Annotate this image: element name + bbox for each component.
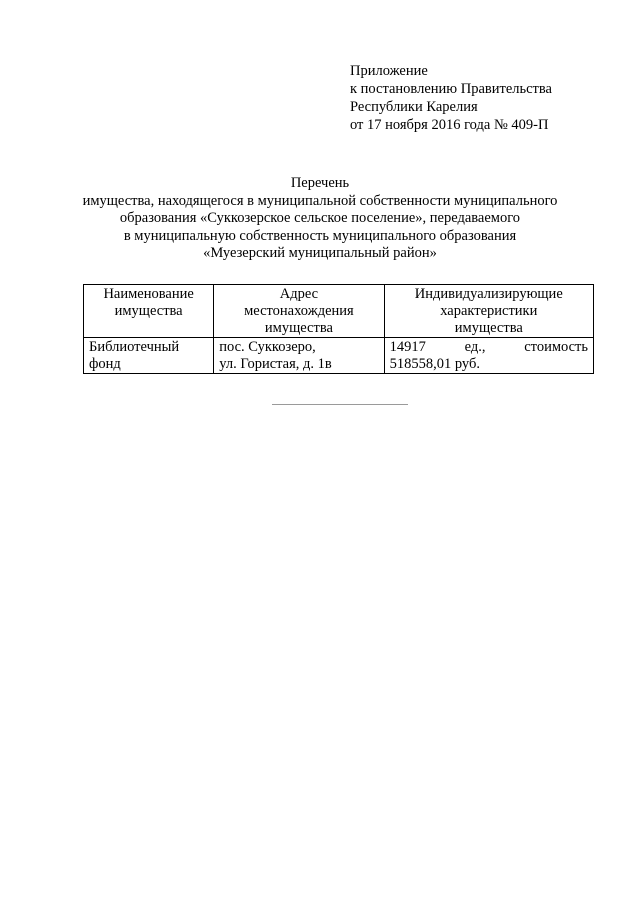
header-name <box>84 285 214 338</box>
header-address-line-1: Адрес <box>279 286 319 302</box>
cell-char-quantity: 14917 <box>389 339 426 355</box>
title-line-5: «Муезерский муниципальный район» <box>203 245 437 261</box>
end-separator-line <box>272 404 408 405</box>
cell-address-line-1: пос. Суккозеро, <box>219 339 316 355</box>
title-line-3: образования «Суккозерское сельское поселение», передаваемого <box>119 210 521 226</box>
appendix-line-2: к постановлению Правительства <box>350 81 552 97</box>
cell-char-cost-label: стоимость <box>524 339 588 355</box>
cell-name-line-2: фонд <box>89 356 121 372</box>
cell-char-unit: ед., <box>464 339 486 355</box>
cell-char-line-2: 518558,01 руб. <box>389 356 480 372</box>
header-name-line-2: имущества <box>114 303 183 319</box>
header-char-line-3: имущества <box>454 320 523 336</box>
header-characteristics <box>384 285 593 338</box>
title-line-2: имущества, находящегося в муниципальной собственности муниципального <box>82 192 558 209</box>
appendix-line-4: от 17 ноября 2016 года № 409-П <box>350 117 549 133</box>
header-char-line-2: характеристики <box>440 303 538 319</box>
property-table <box>83 284 594 374</box>
header-address-line-3: имущества <box>264 320 333 336</box>
cell-address <box>214 338 384 374</box>
title-line-1: Перечень <box>290 175 350 191</box>
header-address <box>214 285 384 338</box>
cell-name <box>84 338 214 374</box>
header-char-line-1: Индивидуализирующие <box>414 286 563 302</box>
cell-address-line-2: ул. Гористая, д. 1в <box>219 356 332 372</box>
appendix-block <box>350 62 552 134</box>
cell-name-line-1: Библиотечный <box>89 339 180 355</box>
header-address-line-2: местонахождения <box>244 303 354 319</box>
cell-characteristics <box>384 338 593 374</box>
document-title <box>60 175 580 263</box>
appendix-line-3: Республики Карелия <box>350 99 478 115</box>
appendix-line-1: Приложение <box>350 63 428 79</box>
cell-char-line-1 <box>390 339 588 356</box>
table-header-row <box>84 285 594 338</box>
title-line-4: в муниципальную собственность муниципального образования <box>123 227 517 244</box>
header-name-line-1: Наименование <box>103 286 194 302</box>
table-row <box>84 338 594 374</box>
